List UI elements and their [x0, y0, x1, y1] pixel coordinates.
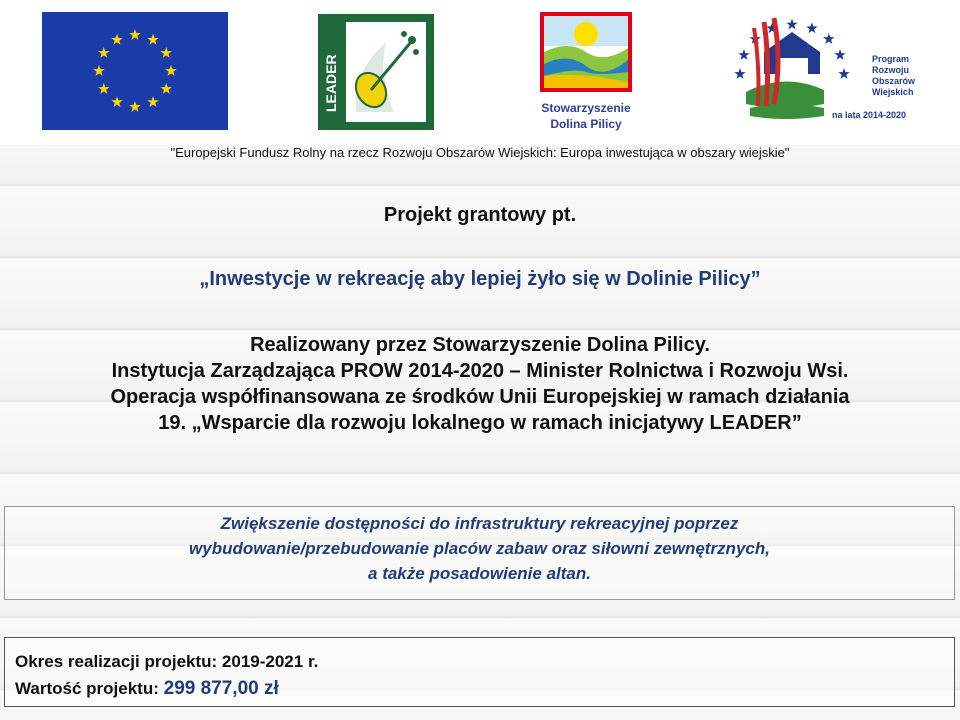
goal-line: Zwiększenie dostępności do infrastruktury rekreacyjnej poprzez: [220, 514, 739, 533]
fund-statement: "Europejski Fundusz Rolny na rzecz Rozwoju Obszarów Wiejskich: Europa inwestująca w obszary wiejskie": [170, 145, 790, 160]
dolina-logo-line2: Dolina Pilicy: [550, 117, 622, 131]
leader-logo-text: LEADER: [323, 54, 339, 112]
eu-flag-logo: [42, 12, 228, 130]
prow-text-5: na lata 2014-2020: [832, 110, 907, 120]
goal-line: a także posadowienie altan.: [368, 564, 591, 583]
prow-text-4: Wiejskich: [872, 87, 914, 97]
prow-text-2: Rozwoju: [872, 65, 909, 75]
project-detail-line: Instytucja Zarządzająca PROW 2014-2020 – Minister Rolnictwa i Rozwoju Wsi.: [111, 360, 849, 382]
prow-star-icon: [734, 68, 745, 79]
project-details: [0, 332, 960, 436]
prow-star-icon: [838, 68, 849, 79]
prow-text-1: Program: [872, 54, 910, 64]
logo-bar: [0, 0, 960, 145]
prow-star-icon: [834, 49, 845, 60]
project-info-box: [4, 637, 955, 707]
prow-text-3: Obszarów: [872, 76, 916, 86]
prow-star-icon: [806, 22, 817, 33]
project-value-row: [15, 675, 944, 702]
project-period: Okres realizacji projektu: 2019-2021 r.: [15, 652, 319, 671]
project-heading: Projekt grantowy pt.: [383, 204, 577, 226]
leader-logo: [316, 12, 436, 132]
project-goal-box: [4, 506, 955, 600]
prow-logo: [724, 12, 924, 130]
prow-star-icon: [823, 33, 834, 44]
project-detail-line: Operacja współfinansowana ze środków Unii Europejskiej w ramach działania: [110, 386, 850, 408]
project-detail-line: Realizowany przez Stowarzyszenie Dolina Pilicy.: [250, 334, 710, 356]
project-title: „Inwestycje w rekreację aby lepiej żyło się w Dolinie Pilicy”: [199, 268, 761, 290]
dolina-logo-line1: Stowarzyszenie: [541, 101, 631, 115]
project-value-amount: 299 877,00 zł: [163, 678, 279, 699]
project-detail-line: 19. „Wsparcie dla rozwoju lokalnego w ramach inicjatywy LEADER”: [158, 412, 802, 434]
project-value-label: Wartość projektu:: [15, 679, 159, 698]
goal-line: wybudowanie/przebudowanie placów zabaw oraz siłowni zewnętrznych,: [189, 539, 770, 558]
prow-star-icon: [786, 19, 797, 30]
prow-star-icon: [738, 49, 749, 60]
dolina-pilicy-logo: [528, 12, 644, 134]
